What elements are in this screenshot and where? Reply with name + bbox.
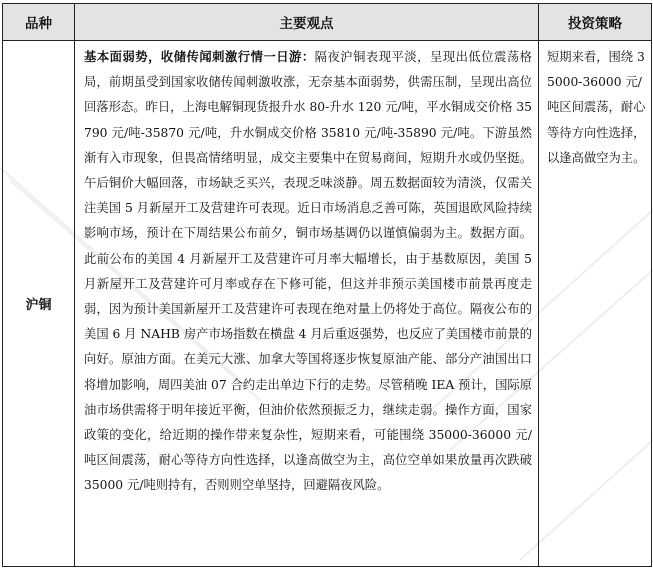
- main-view-cell: [75, 41, 539, 567]
- header-variety: 品种: [3, 4, 75, 41]
- strategy-cell: 短期来看，围绕 35000-36000 元/吨区间震荡，耐心等待方向性选择，以逢高做空为主。: [539, 41, 652, 567]
- header-strategy: 投资策略: [539, 4, 652, 41]
- view-headline: 基本面弱势，收储传闻刺激行情一日游：: [84, 50, 315, 64]
- table-row: [3, 41, 652, 567]
- view-body: 隔夜沪铜表现平淡，呈现出低位震荡格局，前期虽受到国家收储传闻刺激收涨，无奈基本面弱势，供需压制，呈现出高位回落形态。昨日，上海电解铜现货报升水 80-升水 120 元/吨，平水铜成交价格 35790 元/吨-35870 元/吨，升水铜成交价格 35810 元/吨-35890 元/吨。下游虽然渐有入市现象，但畏高情绪明显，成交主要集中在贸易商间，短期升水或仍坚挺。午后铜价大幅回落，市场缺乏买兴，表现乏味淡静。周五数据面较为清淡，仅需关注美国 5 月新屋开工及营建许可表现。近日市场消息乏善可陈，英国退欧风险持续影响市场，预计在下周结果公布前夕，铜市场基调仍以谨慎偏弱为主。数据方面。此前公布的美国 4 月新屋开工及营建许可月率大幅增长，由于基数原因，美国 5 月新屋开工及营建许可月率或存在下修可能，但这并非预示美国楼市前景再度走弱，因为预计美国新屋开工及营建许可表现在绝对量上仍将处于高位。隔夜公布的美国 6 月 NAHB 房产市场指数在横盘 4 月后重返强势，也反应了美国楼市前景的向好。原油方面。在美元大涨、加拿大等国将逐步恢复原油产能、部分产油国出口将增加影响，周四美油 07 合约走出单边下行的走势。尽管稍晚 IEA 预计，国际原油市场供需将于明年接近平衡，但油价依然预振乏力，继续走弱。操作方面，国家政策的变化，给近期的操作带来复杂性，短期来看，可能围绕 35000-36000 元/吨区间震荡，耐心等待方向性选择，以逢高做空为主，高位空单如果放量再次跌破 35000 元/吨则持有，否则则空单坚持，回避隔夜风险。: [84, 50, 532, 493]
- header-main-view: 主要观点: [75, 4, 539, 41]
- strategy-table: [2, 3, 652, 567]
- variety-cell: 沪铜: [3, 41, 75, 567]
- table-header-row: [3, 4, 652, 41]
